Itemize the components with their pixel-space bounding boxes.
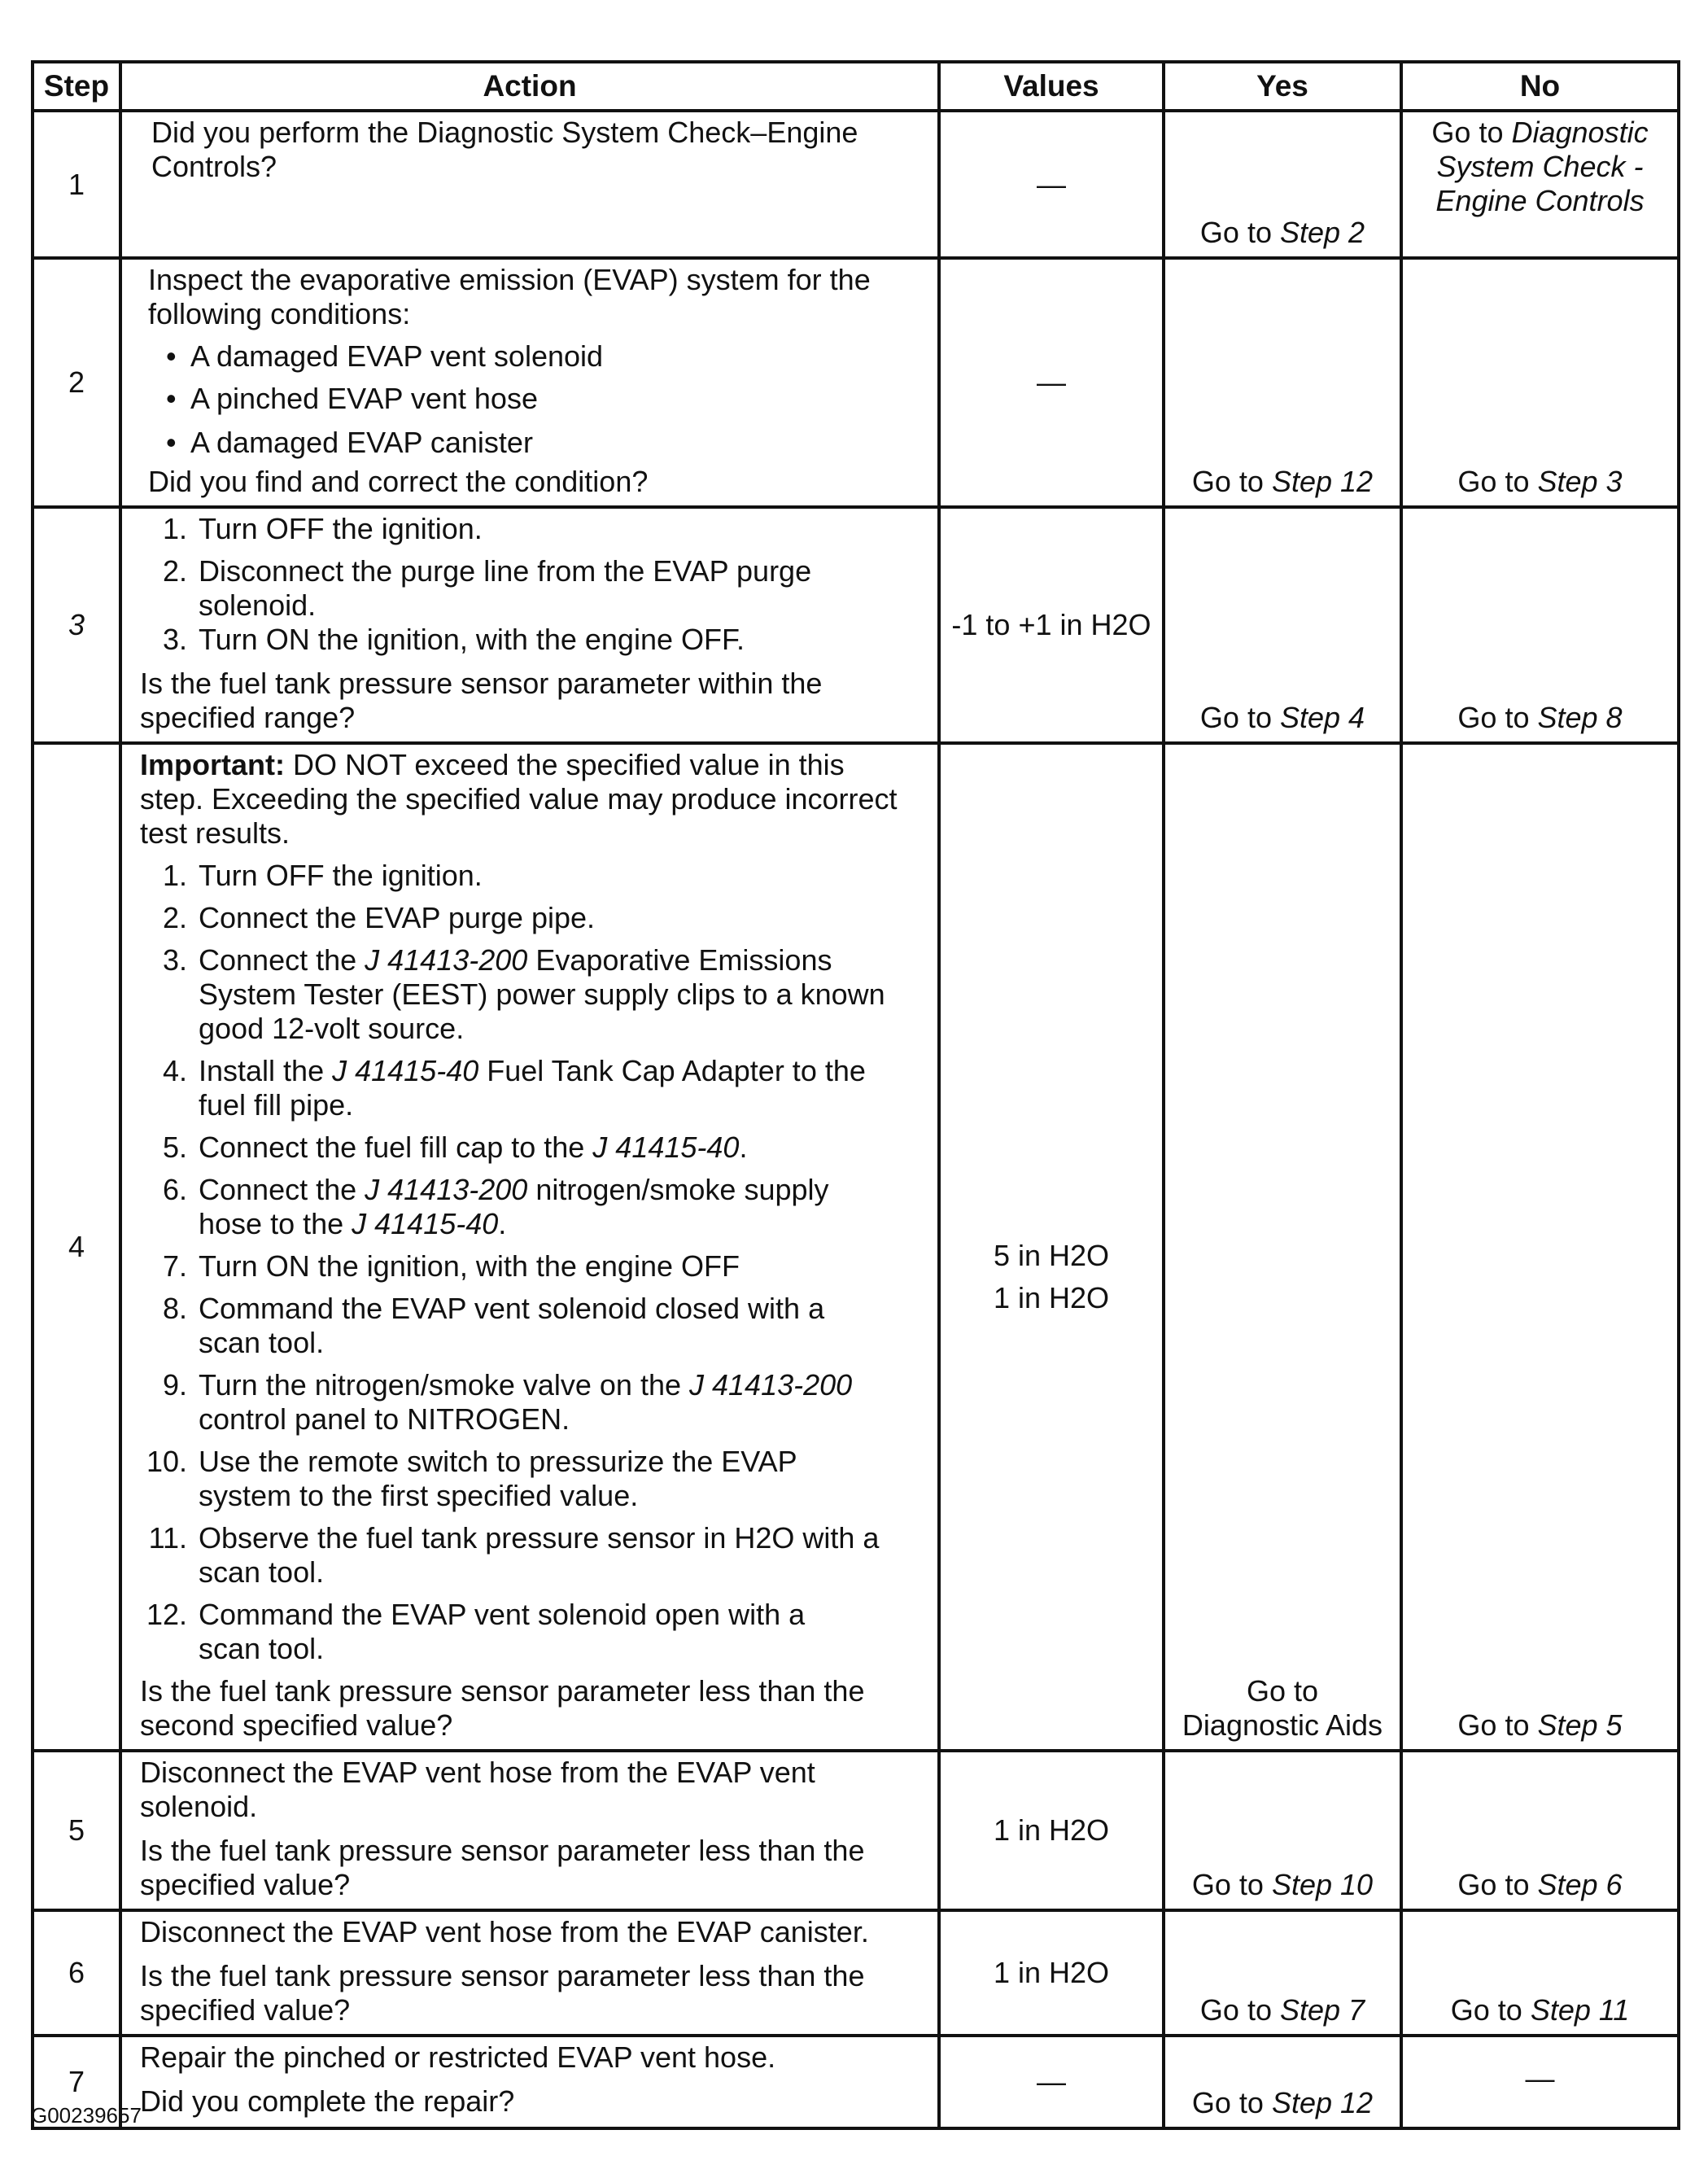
yes-cell: Go to Step 12 xyxy=(1164,2036,1401,2128)
procedure-list xyxy=(140,859,926,1666)
header-values: Values xyxy=(939,62,1164,111)
step-number: 7 xyxy=(33,2036,120,2128)
yes-cell: Go to Step 12 xyxy=(1164,258,1401,507)
list-item: • A damaged EVAP canister xyxy=(190,426,926,460)
no-cell: Go to Diagnostic System Check - Engine Controls xyxy=(1401,111,1679,258)
step-number: 1 xyxy=(33,111,120,258)
values-cell: 1 in H2O xyxy=(939,1910,1164,2036)
values-cell: 1 in H2O xyxy=(939,1751,1164,1910)
no-cell: Go to Step 3 xyxy=(1401,258,1679,507)
list-item: 6. Connect the J 41413-200 nitrogen/smoke supply hose to the J 41415-40. xyxy=(162,1173,829,1240)
action-cell: Did you perform the Diagnostic System Check–Engine Controls? xyxy=(120,111,939,258)
list-item: 4. Install the J 41415-40 Fuel Tank Cap Adapter to the fuel fill pipe. xyxy=(162,1054,866,1122)
table-row xyxy=(33,258,1679,507)
condition-list xyxy=(148,339,926,460)
step-number: 6 xyxy=(33,1910,120,2036)
important-label: Important: xyxy=(140,748,285,781)
list-item: 5. Connect the fuel fill cap to the J 41415-40. xyxy=(162,1131,748,1164)
values-cell: -1 to +1 in H2O xyxy=(939,507,1164,743)
table-row xyxy=(33,1751,1679,1910)
header-action: Action xyxy=(120,62,939,111)
no-cell: Go to Step 6 xyxy=(1401,1751,1679,1910)
header-row xyxy=(33,62,1679,111)
table-row xyxy=(33,743,1679,1751)
table-row xyxy=(33,1910,1679,2036)
list-item: 10. Use the remote switch to pressurize the EVAP system to the first specified value. xyxy=(146,1445,797,1512)
action-cell: Disconnect the EVAP vent hose from the EVAP canister. Is the fuel tank pressure sensor parameter less than the specified value? xyxy=(120,1910,939,2036)
action-cell: Inspect the evaporative emission (EVAP) system for the following conditions: • A damaged EVAP vent solenoid • A pinched EVAP vent hose • A damaged EVAP canister Did you find and correct the condition? xyxy=(120,258,939,507)
no-cell: Go to Step 11 xyxy=(1401,1910,1679,2036)
list-item: • A damaged EVAP vent solenoid xyxy=(190,339,926,374)
list-item: 2. Disconnect the purge line from the EVAP purge solenoid. xyxy=(162,554,812,622)
values-cell: 5 in H2O 1 in H2O xyxy=(939,743,1164,1751)
values-cell: — xyxy=(939,258,1164,507)
list-item: 8. Command the EVAP vent solenoid closed with a scan tool. xyxy=(162,1292,825,1359)
figure-id: G00239657 xyxy=(31,2103,142,2128)
diagnostic-table xyxy=(31,60,1680,2130)
step-number: 4 xyxy=(33,743,120,1751)
yes-cell: Go to Step 2 xyxy=(1164,111,1401,258)
yes-cell: Go to Step 7 xyxy=(1164,1910,1401,2036)
list-item: 3. Turn ON the ignition, with the engine OFF. xyxy=(162,623,745,656)
step-number: 5 xyxy=(33,1751,120,1910)
list-item: 11. Observe the fuel tank pressure sensor in H2O with a scan tool. xyxy=(148,1521,880,1589)
list-item: 9. Turn the nitrogen/smoke valve on the J 41413-200 control panel to NITROGEN. xyxy=(162,1368,853,1436)
action-cell: 1. Turn OFF the ignition. 2. Disconnect the purge line from the EVAP purge solenoid. 3. Turn ON the ignition, with the engine OFF. Is the fuel tank pressure sensor parameter within the specified range? xyxy=(120,507,939,743)
step-list xyxy=(140,512,926,657)
step-number: 2 xyxy=(33,258,120,507)
list-item: 3. Connect the J 41413-200 Evaporative Emissions System Tester (EEST) power supply clips to a known good 12-volt source. xyxy=(162,943,885,1045)
action-cell: Disconnect the EVAP vent hose from the EVAP vent solenoid. Is the fuel tank pressure sensor parameter less than the specified value? xyxy=(120,1751,939,1910)
yes-cell: Go to Step 10 xyxy=(1164,1751,1401,1910)
table-row xyxy=(33,2036,1679,2128)
no-cell: Go to Step 8 xyxy=(1401,507,1679,743)
table-row xyxy=(33,507,1679,743)
values-cell: — xyxy=(939,2036,1164,2128)
list-item: 1. Turn OFF the ignition. xyxy=(162,512,483,545)
list-item: 7. Turn ON the ignition, with the engine OFF xyxy=(162,1249,740,1283)
list-item: • A pinched EVAP vent hose xyxy=(190,382,926,416)
list-item: 12. Command the EVAP vent solenoid open with a scan tool. xyxy=(146,1598,806,1665)
list-item: 2. Connect the EVAP purge pipe. xyxy=(162,901,596,934)
header-no: No xyxy=(1401,62,1679,111)
action-cell: Repair the pinched or restricted EVAP vent hose. Did you complete the repair? xyxy=(120,2036,939,2128)
no-cell: — xyxy=(1401,2036,1679,2128)
list-item: 1. Turn OFF the ignition. xyxy=(162,859,483,892)
table-row xyxy=(33,111,1679,258)
no-cell: Go to Step 5 xyxy=(1401,743,1679,1751)
yes-cell: Go to Step 4 xyxy=(1164,507,1401,743)
header-yes: Yes xyxy=(1164,62,1401,111)
header-step: Step xyxy=(33,62,120,111)
step-number: 3 xyxy=(33,507,120,743)
values-cell: — xyxy=(939,111,1164,258)
action-cell: Important: DO NOT exceed the specified value in this step. Exceeding the specified value may produce incorrect test results. 1. Turn OFF the ignition. 2. Connect the EVAP purge pipe. 3. Connect the J 41413-200 Evaporative Emissions System Tester (EEST) power supply clips to a known good 12-volt source. 4. Install the J 41415-40 Fuel Tank Cap Adapter to the fuel fill pipe. 5. Connect the fuel fill cap to the J 41415-40. 6. Connect the J 41413-200 nitrogen/smoke supply hose to the J 41415-40. 7. Turn ON the ignition, with the engine OFF 8. Command the EVAP vent solenoid closed with a scan tool. 9. Turn the nitrogen/smoke valve on the J 41413-200 control panel to NITROGEN. 10. Use the remote switch to pressurize the EVAP system to the first specified value. 11. Observe the fuel tank pressure sensor in H2O with a scan tool. 12. Command the EVAP vent solenoid open with a scan tool. Is the fuel tank pressure sensor parameter less than the second specified value? xyxy=(120,743,939,1751)
yes-cell: Go to Diagnostic Aids xyxy=(1164,743,1401,1751)
